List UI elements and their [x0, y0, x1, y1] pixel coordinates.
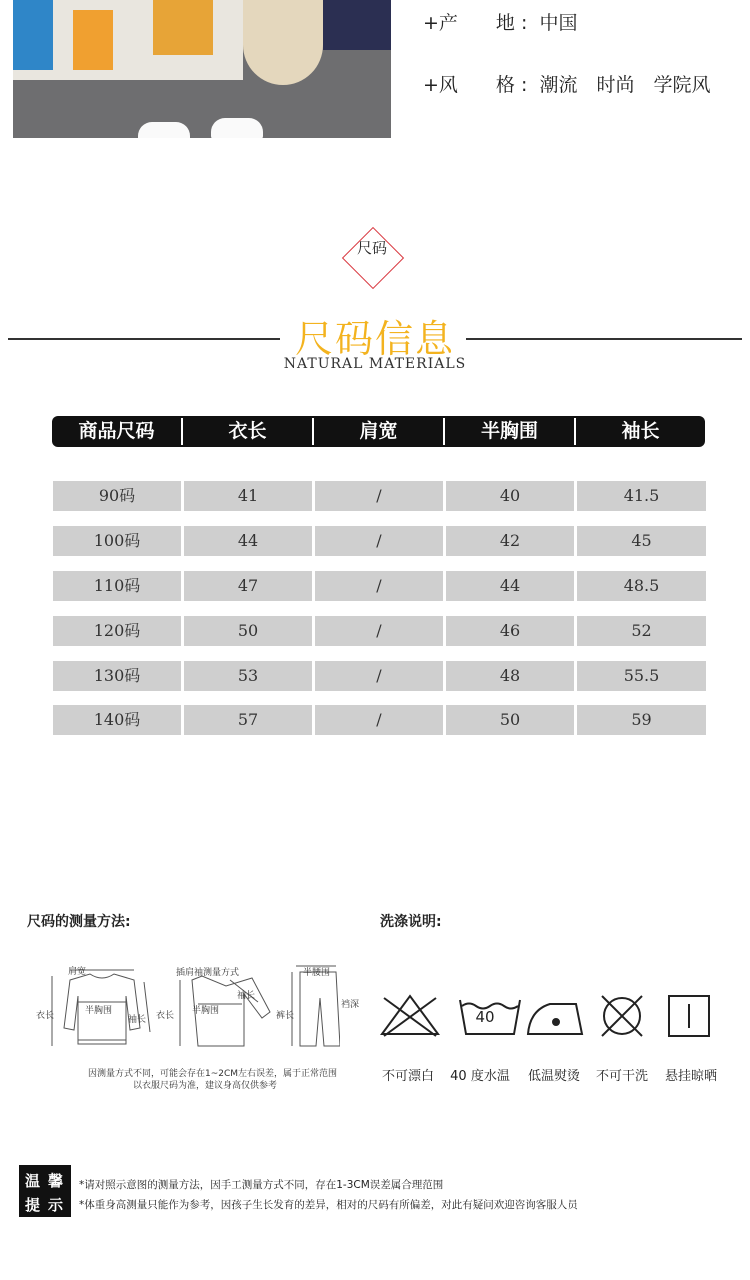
measurement-note-2: 以衣服尺码为准，建议身高仅供参考: [133, 1081, 278, 1091]
table-cell: 45: [577, 526, 706, 556]
product-photo: [13, 0, 391, 138]
label-rise: 裆深: [341, 1000, 360, 1010]
wash-temp-icon: 40: [475, 1008, 495, 1026]
table-cell: 50: [184, 616, 312, 646]
table-cell: /: [315, 571, 443, 601]
size-table-header: [52, 416, 705, 447]
table-cell: 90码: [53, 481, 181, 511]
label-waist: 半腰围: [303, 968, 331, 978]
label-sleeve: 袖长: [128, 1015, 147, 1025]
header-length: 衣长: [228, 420, 267, 442]
label-raglan-title: 插肩袖测量方式: [176, 968, 240, 978]
label-raglan-chest: 半胸围: [192, 1006, 220, 1016]
table-cell: 130码: [53, 661, 181, 691]
origin-label: +产 地 :: [423, 12, 528, 34]
table-cell: 42: [446, 526, 574, 556]
washing-title: 洗涤说明:: [380, 914, 442, 930]
measurement-note-1: 因测量方式不同，可能会存在1~2CM左右误差，属于正常范围: [88, 1069, 338, 1079]
table-cell: /: [315, 616, 443, 646]
header-size: 商品尺码: [78, 420, 155, 442]
table-cell: 48: [446, 661, 574, 691]
label-raglan-sleeve: 袖长: [237, 991, 256, 1001]
wash-label-iron: 低温熨烫: [527, 1069, 580, 1084]
tip-line-2: *体重身高测量只能作为参考，因孩子生长发育的差异，相对的尺码有所偏差，对此有疑问欢迎咨询客服人员: [79, 1199, 578, 1211]
table-cell: 44: [446, 571, 574, 601]
badge-label: 尺码: [356, 239, 387, 257]
table-cell: 110码: [53, 571, 181, 601]
divider-right: [466, 338, 742, 340]
table-cell: 41.5: [577, 481, 706, 511]
jacket-pattern: [73, 10, 113, 70]
washing-icons: [378, 992, 713, 1042]
label-raglan-length: 衣长: [156, 1011, 175, 1021]
table-cell: 100码: [53, 526, 181, 556]
style-label: +风 格 :: [423, 74, 528, 96]
wash-label-no-dry-clean: 不可干洗: [595, 1069, 648, 1084]
table-cell: 55.5: [577, 661, 706, 691]
tips-char: 提: [25, 1196, 41, 1214]
badge-diamond: [342, 227, 404, 289]
wash-label-no-bleach: 不可漂白: [381, 1069, 434, 1084]
measurement-title: 尺码的测量方法:: [27, 914, 131, 930]
tip-line-1: *请对照示意图的测量方法，因手工测量方式不同，存在1-3CM误差属合理范围: [79, 1179, 444, 1191]
table-cell: 53: [184, 661, 312, 691]
table-cell: 44: [184, 526, 312, 556]
origin-row: [423, 8, 577, 35]
style-row: [423, 70, 710, 97]
jacket-pattern: [13, 0, 53, 70]
wash-label-hang-dry: 悬挂晾晒: [664, 1069, 717, 1084]
table-cell: /: [315, 526, 443, 556]
tips-badge: [19, 1165, 71, 1217]
table-cell: /: [315, 705, 443, 735]
table-cell: 46: [446, 616, 574, 646]
tips-char: 馨: [48, 1172, 64, 1190]
fleece-lining: [243, 0, 323, 85]
label-shoulder: 肩宽: [68, 967, 87, 977]
label-pants-length: 裤长: [276, 1011, 295, 1021]
section-subtitle: NATURAL MATERIALS: [283, 356, 467, 372]
wash-label-water-temp: 40 度水温: [450, 1069, 510, 1084]
shoe-right: [211, 118, 263, 138]
table-cell: 140码: [53, 705, 181, 735]
table-cell: 59: [577, 705, 706, 735]
divider-left: [8, 338, 280, 340]
tips-char: 示: [48, 1196, 64, 1214]
table-cell: 120码: [53, 616, 181, 646]
table-cell: /: [315, 481, 443, 511]
shoe-left: [138, 122, 190, 138]
table-cell: 52: [577, 616, 706, 646]
table-cell: 48.5: [577, 571, 706, 601]
section-title: 尺码信息: [294, 317, 455, 361]
jacket-pattern: [153, 0, 213, 55]
header-shoulder: 肩宽: [359, 420, 398, 442]
label-chest: 半胸围: [85, 1006, 113, 1016]
table-cell: 50: [446, 705, 574, 735]
tips-char: 温: [25, 1172, 41, 1190]
table-cell: 47: [184, 571, 312, 601]
label-length: 衣长: [36, 1011, 55, 1021]
table-cell: /: [315, 661, 443, 691]
header-chest: 半胸围: [480, 420, 538, 442]
table-cell: 57: [184, 705, 312, 735]
origin-value: 中国: [539, 12, 578, 34]
badge-text: [356, 240, 388, 257]
table-cell: 41: [184, 481, 312, 511]
style-value: 潮流 时尚 学院风: [539, 74, 711, 96]
table-cell: 40: [446, 481, 574, 511]
header-sleeve: 袖长: [621, 420, 660, 442]
jacket-sleeve: [323, 0, 391, 50]
